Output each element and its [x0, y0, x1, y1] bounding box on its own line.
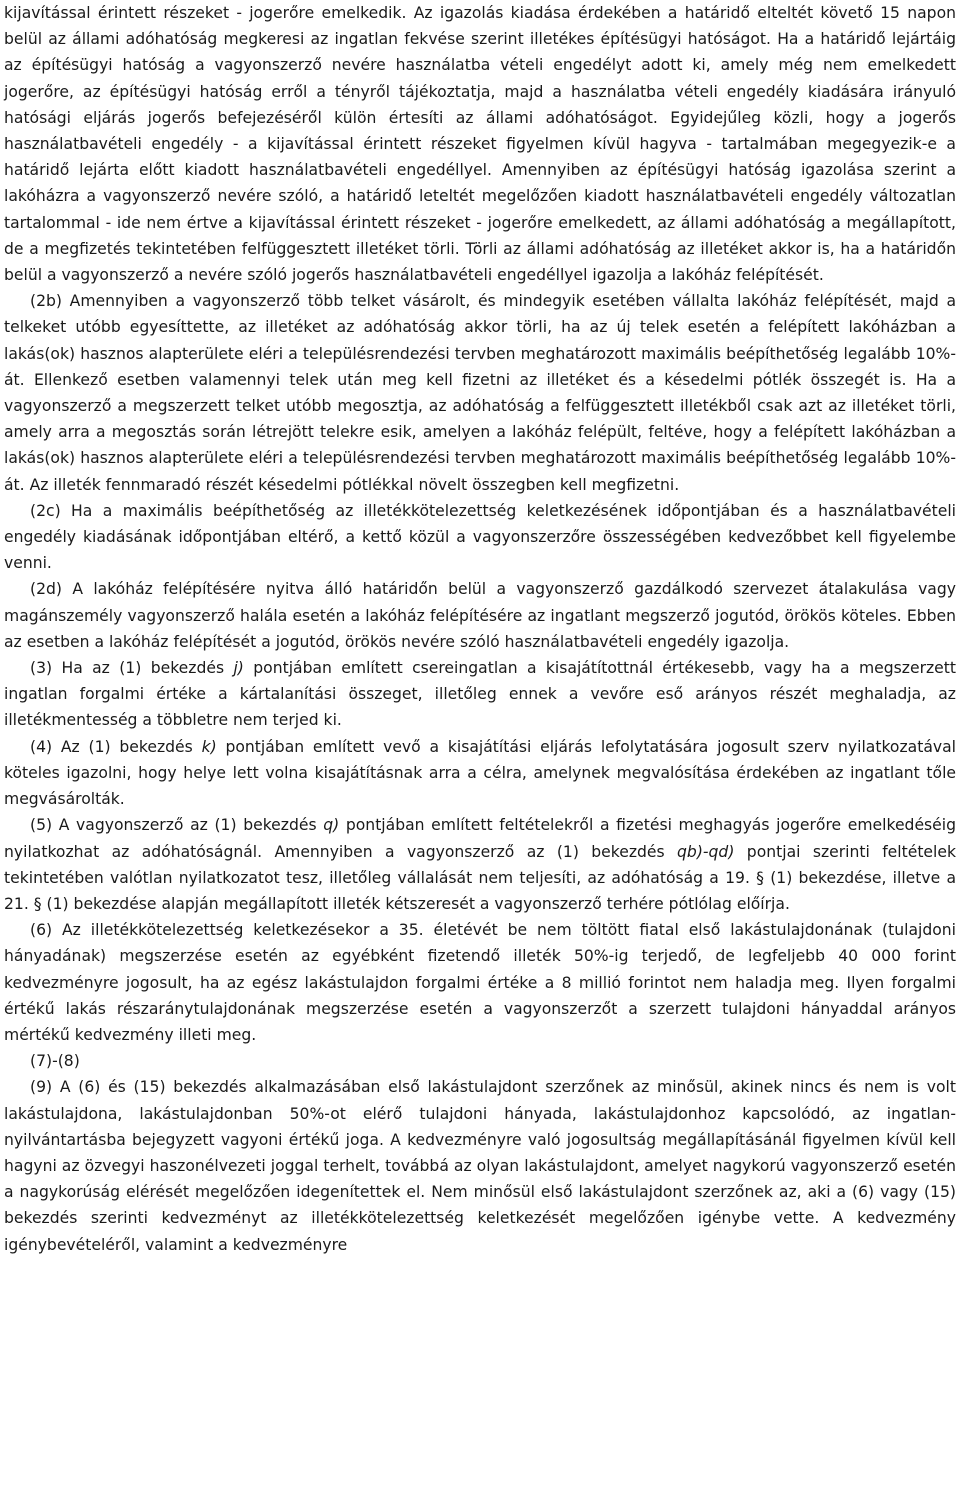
paragraph-p3 [4, 655, 956, 734]
italic-reference: qb)-qd) [677, 842, 735, 861]
paragraph-text: (6) Az illetékkötelezettség keletkezésekor a 35. életévét be nem töltött fiatal első lakástulajdonának (tulajdoni hányadának) megszerzése esetén az egyébként fizetendő illeték 50%-ig terjedő, de legfeljebb 40 000 forint kedvezményre jogosult, ha az egész lakástulajdon forgalmi értéke a 8 millió forintot nem haladja meg. Ilyen forgalmi értékű lakás részaránytulajdonának megszerzése esetén a vagyonszerzőt a szerzett tulajdoni hányaddal arányos mértékű kedvezmény illeti meg. [4, 921, 956, 1044]
paragraph-text: (3) Ha az (1) bekezdés [30, 659, 234, 678]
paragraph-text: pontjai szerinti feltételek tekintetében valótlan nyilatkozatot tesz, illetőleg vállalását nem teljesíti, az adóhatóság a 19. § (1) bekezdése, illetve a 21. § (1) bekezdése alapján megállapított illeték kétszeresét a vagyonszerző terhére pótlólag előírja. [4, 842, 956, 913]
paragraph-text: (7)-(8) [30, 1052, 80, 1071]
paragraph-text: kijavítással érintett részeket - jogerőre emelkedik. Az igazolás kiadása érdekében a határidő elteltét követő 15 napon belül az állami adóhatóság megkeresi az ingatlan fekvése szerint illetékes építésügyi hatóságot. Ha a határidő lejártáig az építésügyi hatóság a vagyonszerző nevére használatba vételi engedélyt adott ki, amely még nem emelkedett jogerőre, az építésügyi hatóság erről a tényről tájékoztatja, majd a használatba vételi engedély kiadására irányuló hatósági eljárás jogerős befejezéséről külön értesíti az állami adóhatóságot. Egyidejűleg közli, hogy a jogerős használatbavételi engedély - a kijavítással érintett részeket figyelmen kívül hagyva - tartalmában megegyezik-e a határidő lejárta előtt kiadott használatbavételi engedéllyel. Amennyiben az építésügyi hatóság igazolása szerint a lakóházra a vagyonszerző nevére szóló, a határidő leteltét megelőzően kiadott használatbavételi engedély változatlan tartalommal - ide nem értve a kijavítással érintett részeket - jogerőre emelkedett, az állami adóhatóság a megállapított, de a megfizetés tekintetében felfüggesztett illetéket törli. Törli az állami adóhatóság az illetéket akkor is, ha a határidőn belül a vagyonszerző a nevére szóló jogerős használatbavételi engedéllyel igazolja a lakóház felépítését. [4, 4, 956, 285]
paragraph-text: (9) A (6) és (15) bekezdés alkalmazásában első lakástulajdont szerzőnek az minősül, akinek nincs és nem is volt lakástulajdona, lakástulajdonban 50%-ot elérő tulajdoni hányada, lakástulajdonhoz kapcsolódó, az ingatlan-nyilvántartásba bejegyzett vagyoni értékű joga. A kedvezményre való jogosultság megállapításánál figyelmen kívül kell hagyni az özvegyi haszonélvezeti joggal terhelt, továbbá az olyan lakástulajdont, amelyet nagykorú vagyonszerző esetén a nagykorúság elérését megelőzően idegenítettek el. Nem minősül első lakástulajdont szerzőnek az, aki a (6) vagy (15) bekezdés szerinti kedvezményt az illetékkötelezettség keletkezését megelőzően igénybe vette. A kedvezmény igénybevételéről, valamint a kedvezményre [4, 1078, 956, 1254]
paragraph-p6 [4, 917, 956, 1048]
paragraph-text: pontjában említett feltételekről a fizetési meghagyás jogerőre emelkedéséig nyilatkozhat az adóhatóságnál. Amennyiben a vagyonszerző az (1) bekezdés [4, 816, 956, 861]
paragraph-text: (2c) Ha a maximális beépíthetőség az illetékkötelezettség keletkezésének időpontjában és a használatbavételi engedély kiadásának időpontjában eltérő, a kettő közül a vagyonszerzőre összességében kedvezőbbet kell figyelembe venni. [4, 501, 956, 573]
italic-reference: j) [233, 659, 244, 678]
paragraph-p9 [4, 1074, 956, 1257]
paragraph-text: (4) Az (1) bekezdés [30, 737, 202, 756]
paragraph-text: pontjában említett csereingatlan a kisajátítottnál értékesebb, vagy ha a megszerzett ingatlan forgalmi értéke a kártalanítási összeget, illetőleg ennek a vevőre eső arányos részét meghaladja, az illetékmentesség a többletre nem terjed ki. [4, 659, 956, 730]
paragraph-p2d [4, 576, 956, 655]
paragraph-p4 [4, 734, 956, 813]
paragraph-p5 [4, 812, 956, 917]
paragraph-text: (2b) Amennyiben a vagyonszerző több telket vásárolt, és mindegyik esetében vállalta lakóház felépítését, majd a telkeket utóbb egyesíttette, az illetéket az adóhatóság akkor törli, ha az új telek esetén a felépített lakóházban a lakás(ok) hasznos alapterülete eléri a településrendezési tervben meghatározott maximális beépíthetőség legalább 10%-át. Ellenkező esetben valamennyi telek után meg kell fizetni az illetéket és a késedelmi pótlék összegét is. Ha a vagyonszerző a megszerzett telket utóbb megosztja, az adóhatóság a felfüggesztett illetékből csak azt az illetéket törli, amely arra a megosztás során létrejött telekre esik, amelyen a lakóház felépült, feltéve, hogy a felépített lakóházban a lakás(ok) hasznos alapterülete eléri a településrendezési tervben meghatározott maximális beépíthetőség legalább 10%-át. Az illeték fennmaradó részét késedelmi pótlékkal növelt összegben kell megfizetni. [4, 292, 956, 494]
paragraph-p2c [4, 498, 956, 577]
paragraph-p2b [4, 288, 956, 498]
paragraph-text: (5) A vagyonszerző az (1) bekezdés [30, 816, 324, 835]
italic-reference: k) [201, 737, 217, 756]
paragraph-p78 [4, 1048, 956, 1074]
italic-reference: q) [323, 816, 340, 835]
paragraph-text: pontjában említett vevő a kisajátítási eljárás lefolytatására jogosult szerv nyilatkozatával köteles igazolni, hogy helye lett volna kisajátításnak arra a célra, amelynek megvalósítása érdekében az ingatlant tőle megvásárolták. [4, 737, 956, 809]
paragraph-p1 [4, 0, 956, 288]
paragraph-text: (2d) A lakóház felépítésére nyitva álló határidőn belül a vagyonszerző gazdálkodó szervezet átalakulása vagy magánszemély vagyonszerző halála esetén a lakóház felépítésére az ingatlant megszerző jogutód, örökös köteles. Ebben az esetben a lakóház felépítését a jogutód, örökös nevére szóló használatbavételi engedély igazolja. [4, 580, 956, 651]
